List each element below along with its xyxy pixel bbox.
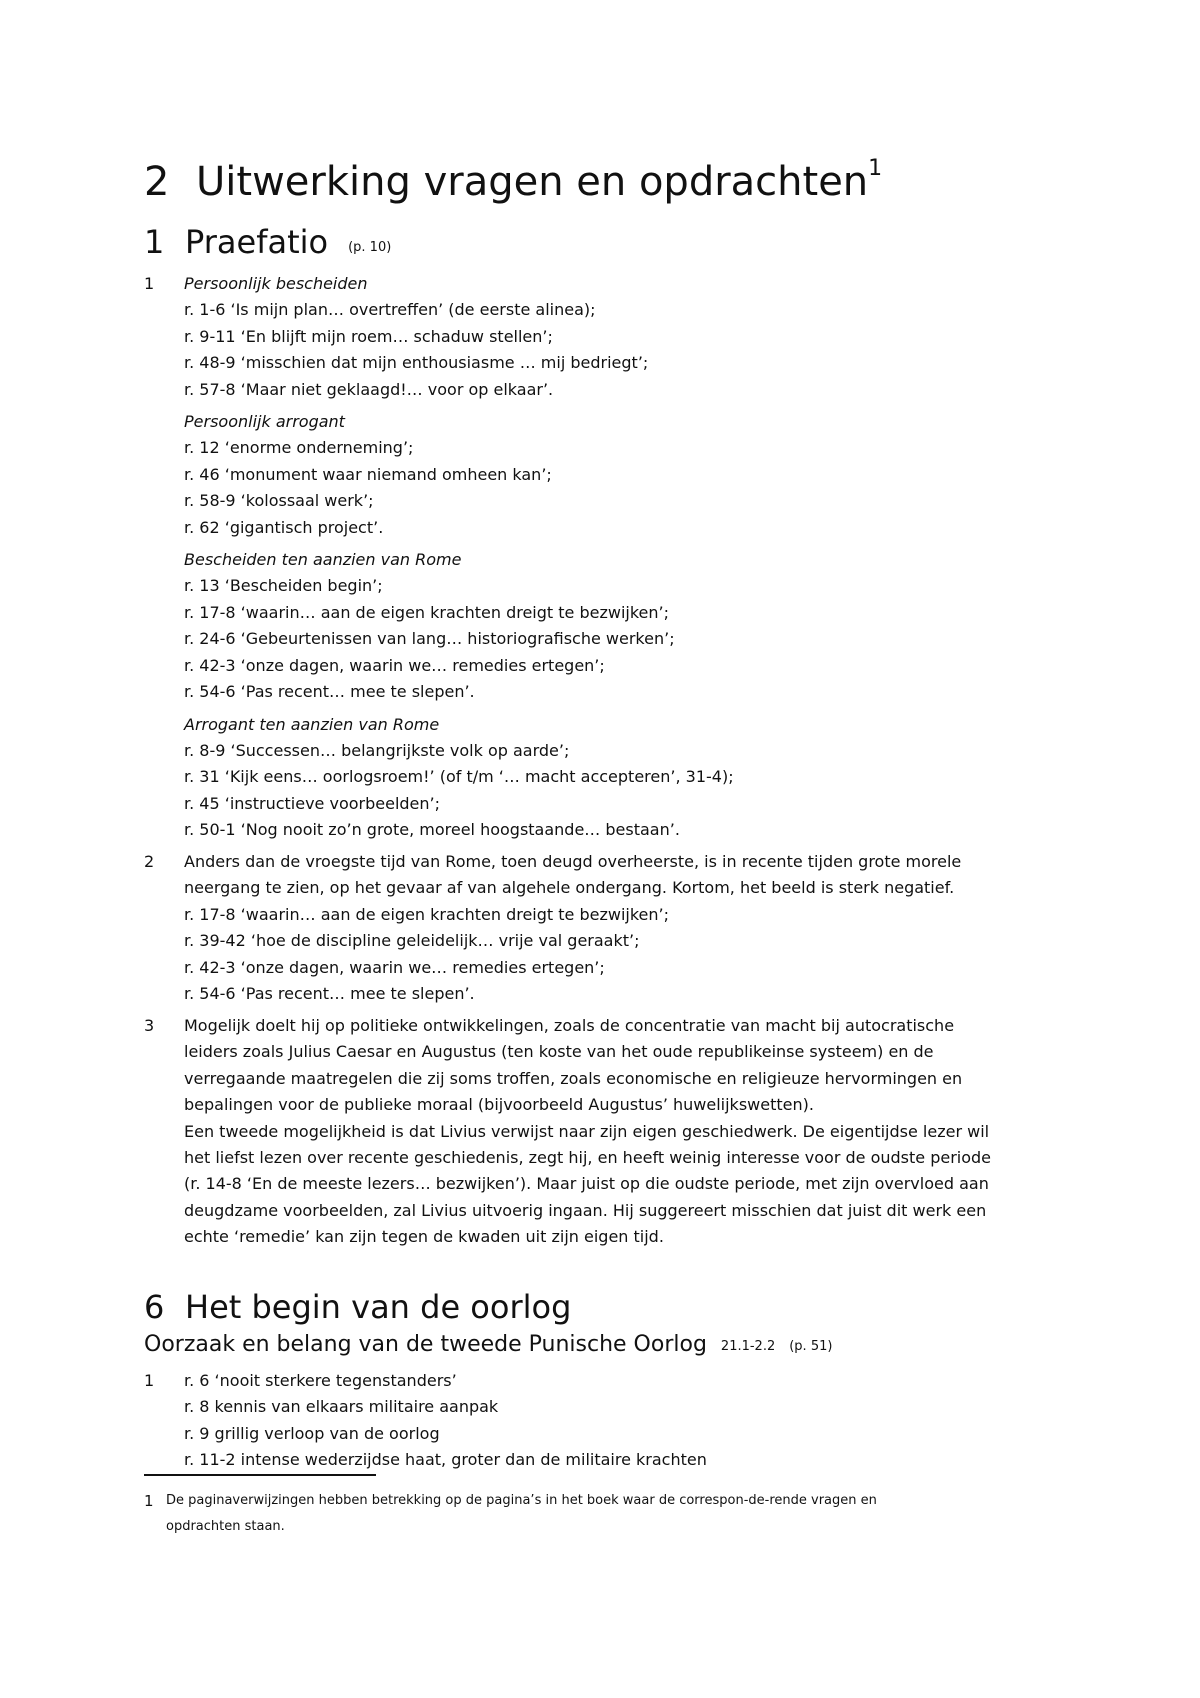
category-label: Persoonlijk bescheiden [184,274,368,293]
section-subtitle [144,1330,832,1362]
question-number: 1 [144,1371,155,1390]
footnote-line: opdrachten staan. [166,1519,285,1534]
question-number: 1 [144,274,155,293]
answer-line: r. 58-9 ‘kolossaal werk’; [184,491,374,511]
section-page-ref: (p. 51) [789,1339,833,1354]
answer-line: r. 8 kennis van elkaars militaire aanpak [184,1397,499,1417]
answer-line: r. 57-8 ‘Maar niet geklaagd!… voor op elkaar’. [184,379,554,399]
answer-line: r. 11-2 intense wederzijdse haat, groter dan de militaire krachten [184,1450,707,1470]
answer-line: Een tweede mogelijkheid is dat Livius verwijst naar zijn eigen geschiedwerk. De eigentijdse lezer wil [184,1121,990,1141]
section-number: 6 [144,1288,165,1326]
answer-line: r. 13 ‘Bescheiden begin’; [184,576,383,596]
answer-line: r. 17-8 ‘waarin… aan de eigen krachten dreigt te bezwijken’; [184,602,669,622]
footnote-divider [144,1474,376,1476]
section6-question-1 [144,1368,1074,1474]
answer-line: r. 1-6 ‘Is mijn plan… overtreffen’ (de eerste alinea); [184,300,596,320]
footnote-reference[interactable]: 1 [868,156,883,181]
answer-line: leiders zoals Julius Caesar en Augustus (ten koste van het oude republikeinse systeem) en de [184,1042,934,1062]
section-heading-praefatio [144,222,391,268]
category-label: Persoonlijk arrogant [184,412,345,432]
answer-line: Anders dan de vroegste tijd van Rome, toen deugd overheerste, is in recente tijden grote morele [184,852,962,871]
answer-line: r. 54-6 ‘Pas recent… mee te slepen’. [184,682,475,702]
section-heading-oorlog [144,1287,571,1327]
answer-line: r. 31 ‘Kijk eens… oorlogsroem!’ (of t/m ‘… macht accepteren’, 31-4); [184,767,734,787]
answer-line: r. 24-6 ‘Gebeurtenissen van lang… historiografische werken’; [184,629,675,649]
answer-line: r. 48-9 ‘misschien dat mijn enthousiasme … mij bedriegt’; [184,353,649,373]
answer-line: deugdzame voorbeelden, zal Livius uitvoerig ingaan. Hij suggereert misschien dat juist dit werk een [184,1200,987,1220]
answer-line: r. 9-11 ‘En blijft mijn roem… schaduw stellen’; [184,326,553,346]
question-answer [184,1368,1074,1474]
answer-line: verregaande maatregelen die zij soms troffen, zoals economische en religieuze hervormingen en [184,1068,963,1088]
question-answer [184,1013,1074,1251]
answer-line: r. 17-8 ‘waarin… aan de eigen krachten dreigt te bezwijken’; [184,904,669,924]
answer-line: r. 39-42 ‘hoe de discipline geleidelijk… vrije val geraakt’; [184,931,640,951]
answer-line: r. 8-9 ‘Successen… belangrijkste volk op aarde’; [184,740,570,760]
chapter-heading [144,143,882,208]
answer-line: r. 12 ‘enorme onderneming’; [184,438,414,458]
question-2 [144,849,1074,1007]
answer-line: bepalingen voor de publieke moraal (bijvoorbeeld Augustus’ huwelijkswetten). [184,1095,814,1115]
category-label: Bescheiden ten aanzien van Rome [184,550,462,570]
answer-line: r. 42-3 ‘onze dagen, waarin we… remedies ertegen’; [184,957,605,977]
question-3 [144,1013,1074,1251]
section-title: Praefatio [185,223,329,261]
answer-line: r. 50-1 ‘Nog nooit zo’n grote, moreel hoogstaande… bestaan’. [184,820,680,840]
category-label: Arrogant ten aanzien van Rome [184,714,440,734]
question-number: 3 [144,1016,155,1035]
answer-line: r. 6 ‘nooit sterkere tegenstanders’ [184,1371,457,1390]
section-title: Het begin van de oorlog [185,1288,572,1326]
section-page-ref: (p. 10) [348,240,392,255]
answer-line: r. 62 ‘gigantisch project’. [184,517,384,537]
answer-line: het liefst lezen over recente geschiedenis, zegt hij, en heeft weinig interesse voor de oudste periode [184,1148,992,1168]
footnote-line: De paginaverwijzingen hebben betrekking op de pagina’s in het boek waar de correspon-de-rende vragen en [166,1493,877,1508]
answer-line: r. 46 ‘monument waar niemand omheen kan’; [184,464,552,484]
answer-line: r. 45 ‘instructieve voorbeelden’; [184,793,441,813]
footnote-text [166,1488,1074,1540]
section-number: 1 [144,223,165,261]
answer-line: r. 54-6 ‘Pas recent… mee te slepen’. [184,984,475,1004]
chapter-number: 2 [144,159,170,205]
question-1 [144,271,1074,844]
answer-line: (r. 14-8 ‘En de meeste lezers… bezwijken’). Maar juist op die oudste periode, met zijn overvloed aan [184,1174,989,1194]
question-number: 2 [144,852,155,871]
question-answer [184,849,1074,1007]
subtitle-text: Oorzaak en belang van de tweede Punische Oorlog [144,1332,707,1357]
question-answer [184,271,1074,844]
answer-line: r. 9 grillig verloop van de oorlog [184,1423,440,1443]
footnote [144,1488,1074,1540]
footnote-number: 1 [144,1492,154,1510]
answer-line: r. 42-3 ‘onze dagen, waarin we… remedies ertegen’; [184,655,605,675]
answer-line: neergang te zien, op het gevaar af van algehele ondergang. Kortom, het beeld is sterk negatief. [184,878,955,898]
answer-line: echte ‘remedie’ kan zijn tegen de kwaden uit zijn eigen tijd. [184,1227,664,1247]
answer-line: Mogelijk doelt hij op politieke ontwikkelingen, zoals de concentratie van macht bij autocratische [184,1016,955,1035]
chapter-title: Uitwerking vragen en opdrachten [196,159,869,205]
text-reference: 21.1-2.2 [720,1339,776,1354]
